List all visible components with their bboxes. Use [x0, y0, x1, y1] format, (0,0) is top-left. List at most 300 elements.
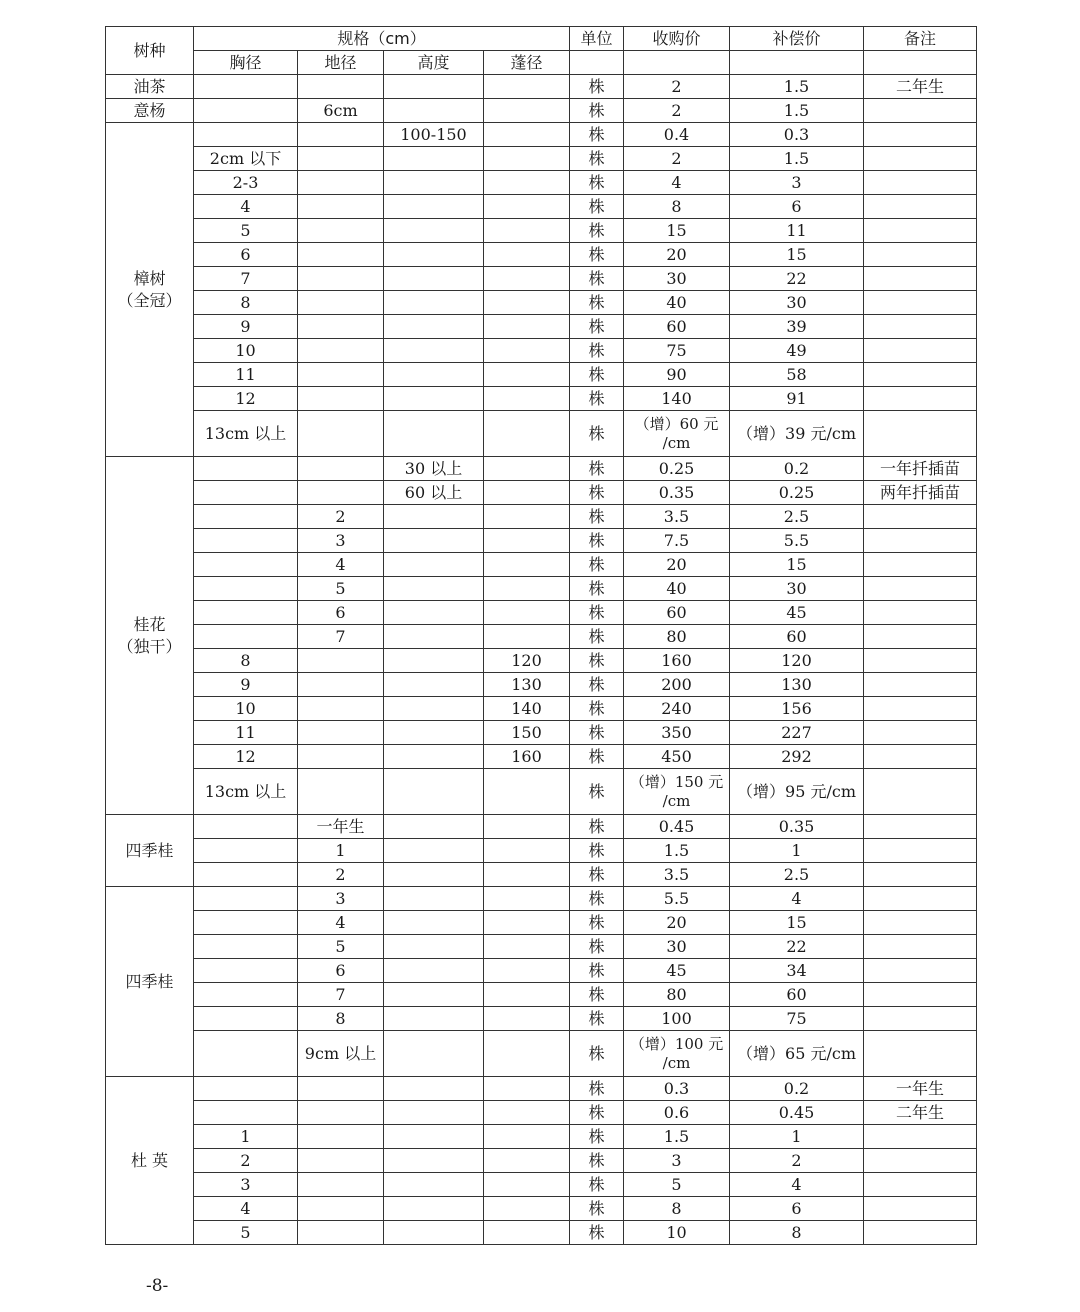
- height-cell: [384, 839, 484, 863]
- chest-diameter-cell: [194, 887, 298, 911]
- table-row: [106, 1197, 977, 1221]
- unit-cell: 株: [570, 769, 624, 815]
- table-row: [106, 411, 977, 457]
- crown-diameter-cell: [484, 1101, 570, 1125]
- chest-diameter-cell: [194, 815, 298, 839]
- height-cell: [384, 529, 484, 553]
- purchase-price-cell: 0.45: [624, 815, 730, 839]
- crown-diameter-cell: [484, 959, 570, 983]
- remark-cell: [864, 147, 977, 171]
- crown-diameter-cell: [484, 1031, 570, 1077]
- height-cell: [384, 911, 484, 935]
- chest-diameter-cell: 13cm 以上: [194, 769, 298, 815]
- table-row: [106, 697, 977, 721]
- remark-cell: [864, 625, 977, 649]
- crown-diameter-cell: [484, 983, 570, 1007]
- chest-diameter-cell: [194, 863, 298, 887]
- remark-cell: [864, 577, 977, 601]
- compensation-cell: 45: [730, 601, 864, 625]
- unit-cell: 株: [570, 577, 624, 601]
- remark-cell: 两年扦插苗: [864, 481, 977, 505]
- purchase-price-cell: 20: [624, 911, 730, 935]
- chest-diameter-cell: 13cm 以上: [194, 411, 298, 457]
- chest-diameter-cell: 4: [194, 195, 298, 219]
- crown-diameter-cell: [484, 1125, 570, 1149]
- crown-diameter-cell: [484, 815, 570, 839]
- ground-diameter-cell: 5: [298, 577, 384, 601]
- ground-diameter-cell: [298, 363, 384, 387]
- unit-cell: 株: [570, 243, 624, 267]
- compensation-cell: 227: [730, 721, 864, 745]
- ground-diameter-cell: [298, 291, 384, 315]
- unit-cell: 株: [570, 601, 624, 625]
- header-chest-diameter: 胸径: [194, 51, 298, 75]
- unit-cell: 株: [570, 697, 624, 721]
- header-unit-blank: [570, 51, 624, 75]
- table-row: [106, 315, 977, 339]
- unit-cell: 株: [570, 1221, 624, 1245]
- ground-diameter-cell: [298, 1101, 384, 1125]
- table-row: [106, 887, 977, 911]
- unit-cell: 株: [570, 387, 624, 411]
- table-body: [106, 75, 977, 1245]
- ground-diameter-cell: 2: [298, 863, 384, 887]
- height-cell: [384, 1125, 484, 1149]
- species-cell: 樟树 （全冠）: [106, 123, 194, 457]
- ground-diameter-cell: [298, 481, 384, 505]
- compensation-cell: 2: [730, 1149, 864, 1173]
- compensation-cell: 1: [730, 1125, 864, 1149]
- height-cell: [384, 387, 484, 411]
- ground-diameter-cell: 7: [298, 983, 384, 1007]
- height-cell: [384, 1173, 484, 1197]
- purchase-price-cell: 100: [624, 1007, 730, 1031]
- crown-diameter-cell: [484, 839, 570, 863]
- ground-diameter-cell: [298, 123, 384, 147]
- remark-cell: [864, 339, 977, 363]
- table-row: [106, 1221, 977, 1245]
- price-table: [105, 26, 977, 1245]
- height-cell: [384, 745, 484, 769]
- crown-diameter-cell: [484, 219, 570, 243]
- remark-cell: 一年扦插苗: [864, 457, 977, 481]
- table-row: [106, 839, 977, 863]
- remark-cell: [864, 1125, 977, 1149]
- table-row: [106, 1125, 977, 1149]
- remark-cell: [864, 601, 977, 625]
- purchase-price-cell: 80: [624, 625, 730, 649]
- crown-diameter-cell: [484, 911, 570, 935]
- species-cell: 四季桂: [106, 887, 194, 1077]
- purchase-price-cell: 80: [624, 983, 730, 1007]
- remark-cell: [864, 411, 977, 457]
- crown-diameter-cell: [484, 529, 570, 553]
- unit-cell: 株: [570, 1125, 624, 1149]
- purchase-price-cell: 2: [624, 99, 730, 123]
- table-row: [106, 673, 977, 697]
- crown-diameter-cell: [484, 363, 570, 387]
- purchase-price-cell: 350: [624, 721, 730, 745]
- height-cell: [384, 1197, 484, 1221]
- purchase-price-cell: 60: [624, 601, 730, 625]
- ground-diameter-cell: 8: [298, 1007, 384, 1031]
- table-row: [106, 625, 977, 649]
- crown-diameter-cell: 150: [484, 721, 570, 745]
- ground-diameter-cell: [298, 673, 384, 697]
- chest-diameter-cell: [194, 983, 298, 1007]
- compensation-cell: （增）95 元/cm: [730, 769, 864, 815]
- ground-diameter-cell: [298, 339, 384, 363]
- unit-cell: 株: [570, 529, 624, 553]
- ground-diameter-cell: [298, 1221, 384, 1245]
- header-unit: 单位: [570, 27, 624, 51]
- purchase-price-cell: 90: [624, 363, 730, 387]
- chest-diameter-cell: 2cm 以下: [194, 147, 298, 171]
- compensation-cell: 292: [730, 745, 864, 769]
- compensation-cell: 91: [730, 387, 864, 411]
- crown-diameter-cell: [484, 505, 570, 529]
- remark-cell: [864, 505, 977, 529]
- table-row: [106, 243, 977, 267]
- compensation-cell: 120: [730, 649, 864, 673]
- chest-diameter-cell: [194, 1101, 298, 1125]
- height-cell: [384, 411, 484, 457]
- height-cell: [384, 1031, 484, 1077]
- table-row: [106, 911, 977, 935]
- header-remark-blank: [864, 51, 977, 75]
- ground-diameter-cell: [298, 1125, 384, 1149]
- chest-diameter-cell: 4: [194, 1197, 298, 1221]
- purchase-price-cell: （增）100 元 /cm: [624, 1031, 730, 1077]
- unit-cell: 株: [570, 553, 624, 577]
- compensation-cell: 49: [730, 339, 864, 363]
- species-cell: 桂花 （独干）: [106, 457, 194, 815]
- unit-cell: 株: [570, 1007, 624, 1031]
- height-cell: [384, 219, 484, 243]
- purchase-price-cell: 30: [624, 935, 730, 959]
- remark-cell: [864, 1007, 977, 1031]
- table-row: [106, 75, 977, 99]
- crown-diameter-cell: [484, 339, 570, 363]
- ground-diameter-cell: [298, 721, 384, 745]
- purchase-price-cell: 2: [624, 147, 730, 171]
- table-row: [106, 1077, 977, 1101]
- remark-cell: [864, 1221, 977, 1245]
- table-row: [106, 601, 977, 625]
- compensation-cell: 30: [730, 577, 864, 601]
- remark-cell: 一年生: [864, 1077, 977, 1101]
- table-row: [106, 267, 977, 291]
- compensation-cell: 2.5: [730, 505, 864, 529]
- unit-cell: 株: [570, 147, 624, 171]
- table-header: [106, 27, 977, 75]
- remark-cell: [864, 887, 977, 911]
- chest-diameter-cell: [194, 553, 298, 577]
- remark-cell: [864, 99, 977, 123]
- header-spec: 规格（cm）: [194, 27, 570, 51]
- ground-diameter-cell: 4: [298, 553, 384, 577]
- unit-cell: 株: [570, 911, 624, 935]
- compensation-cell: 156: [730, 697, 864, 721]
- table-row: [106, 363, 977, 387]
- purchase-price-cell: 8: [624, 195, 730, 219]
- header-height: 高度: [384, 51, 484, 75]
- ground-diameter-cell: 9cm 以上: [298, 1031, 384, 1077]
- purchase-price-cell: 3.5: [624, 505, 730, 529]
- unit-cell: 株: [570, 315, 624, 339]
- ground-diameter-cell: [298, 219, 384, 243]
- table-row: [106, 721, 977, 745]
- chest-diameter-cell: [194, 577, 298, 601]
- compensation-cell: 0.2: [730, 457, 864, 481]
- purchase-price-cell: 1.5: [624, 839, 730, 863]
- ground-diameter-cell: [298, 411, 384, 457]
- chest-diameter-cell: [194, 1031, 298, 1077]
- header-purchase-blank: [624, 51, 730, 75]
- height-cell: [384, 769, 484, 815]
- purchase-price-cell: 8: [624, 1197, 730, 1221]
- height-cell: [384, 959, 484, 983]
- crown-diameter-cell: [484, 887, 570, 911]
- crown-diameter-cell: [484, 195, 570, 219]
- chest-diameter-cell: [194, 529, 298, 553]
- remark-cell: [864, 673, 977, 697]
- compensation-cell: 130: [730, 673, 864, 697]
- crown-diameter-cell: 160: [484, 745, 570, 769]
- species-cell: 意杨: [106, 99, 194, 123]
- crown-diameter-cell: 140: [484, 697, 570, 721]
- header-compensation: 补偿价: [730, 27, 864, 51]
- purchase-price-cell: 40: [624, 291, 730, 315]
- purchase-price-cell: 140: [624, 387, 730, 411]
- compensation-cell: 8: [730, 1221, 864, 1245]
- unit-cell: 株: [570, 363, 624, 387]
- chest-diameter-cell: 8: [194, 649, 298, 673]
- compensation-cell: 60: [730, 983, 864, 1007]
- crown-diameter-cell: [484, 123, 570, 147]
- remark-cell: 二年生: [864, 1101, 977, 1125]
- crown-diameter-cell: [484, 863, 570, 887]
- remark-cell: [864, 935, 977, 959]
- height-cell: [384, 577, 484, 601]
- height-cell: [384, 243, 484, 267]
- ground-diameter-cell: [298, 1149, 384, 1173]
- height-cell: [384, 649, 484, 673]
- unit-cell: 株: [570, 75, 624, 99]
- chest-diameter-cell: 9: [194, 673, 298, 697]
- compensation-cell: 60: [730, 625, 864, 649]
- compensation-cell: 75: [730, 1007, 864, 1031]
- compensation-cell: 58: [730, 363, 864, 387]
- purchase-price-cell: 75: [624, 339, 730, 363]
- crown-diameter-cell: [484, 457, 570, 481]
- remark-cell: [864, 553, 977, 577]
- chest-diameter-cell: 7: [194, 267, 298, 291]
- height-cell: [384, 1007, 484, 1031]
- compensation-cell: 22: [730, 935, 864, 959]
- height-cell: [384, 887, 484, 911]
- unit-cell: 株: [570, 219, 624, 243]
- chest-diameter-cell: 8: [194, 291, 298, 315]
- table-row: [106, 529, 977, 553]
- height-cell: [384, 1077, 484, 1101]
- compensation-cell: 0.25: [730, 481, 864, 505]
- purchase-price-cell: 4: [624, 171, 730, 195]
- crown-diameter-cell: [484, 1149, 570, 1173]
- remark-cell: [864, 697, 977, 721]
- height-cell: [384, 983, 484, 1007]
- ground-diameter-cell: 7: [298, 625, 384, 649]
- ground-diameter-cell: 一年生: [298, 815, 384, 839]
- table-row: [106, 1101, 977, 1125]
- ground-diameter-cell: [298, 171, 384, 195]
- compensation-cell: （增）39 元/cm: [730, 411, 864, 457]
- remark-cell: [864, 123, 977, 147]
- purchase-price-cell: 15: [624, 219, 730, 243]
- unit-cell: 株: [570, 863, 624, 887]
- crown-diameter-cell: [484, 1007, 570, 1031]
- chest-diameter-cell: 9: [194, 315, 298, 339]
- height-cell: [384, 505, 484, 529]
- compensation-cell: 2.5: [730, 863, 864, 887]
- crown-diameter-cell: [484, 387, 570, 411]
- chest-diameter-cell: [194, 1077, 298, 1101]
- height-cell: [384, 99, 484, 123]
- ground-diameter-cell: 3: [298, 529, 384, 553]
- height-cell: [384, 625, 484, 649]
- table-row: [106, 171, 977, 195]
- chest-diameter-cell: 5: [194, 219, 298, 243]
- header-compensation-blank: [730, 51, 864, 75]
- ground-diameter-cell: [298, 1197, 384, 1221]
- chest-diameter-cell: [194, 99, 298, 123]
- crown-diameter-cell: [484, 1197, 570, 1221]
- remark-cell: [864, 219, 977, 243]
- chest-diameter-cell: 10: [194, 697, 298, 721]
- ground-diameter-cell: [298, 1173, 384, 1197]
- chest-diameter-cell: [194, 911, 298, 935]
- ground-diameter-cell: [298, 769, 384, 815]
- ground-diameter-cell: [298, 457, 384, 481]
- height-cell: [384, 363, 484, 387]
- ground-diameter-cell: [298, 649, 384, 673]
- crown-diameter-cell: [484, 75, 570, 99]
- height-cell: [384, 195, 484, 219]
- table-row: [106, 219, 977, 243]
- ground-diameter-cell: 6cm: [298, 99, 384, 123]
- unit-cell: 株: [570, 1077, 624, 1101]
- chest-diameter-cell: 3: [194, 1173, 298, 1197]
- chest-diameter-cell: [194, 601, 298, 625]
- ground-diameter-cell: [298, 315, 384, 339]
- crown-diameter-cell: 130: [484, 673, 570, 697]
- table-row: [106, 983, 977, 1007]
- ground-diameter-cell: [298, 745, 384, 769]
- table-row: [106, 1173, 977, 1197]
- height-cell: [384, 1221, 484, 1245]
- crown-diameter-cell: [484, 171, 570, 195]
- crown-diameter-cell: [484, 577, 570, 601]
- table-row: [106, 387, 977, 411]
- remark-cell: [864, 363, 977, 387]
- crown-diameter-cell: [484, 267, 570, 291]
- compensation-cell: 39: [730, 315, 864, 339]
- unit-cell: 株: [570, 815, 624, 839]
- remark-cell: [864, 315, 977, 339]
- ground-diameter-cell: 4: [298, 911, 384, 935]
- compensation-cell: 1.5: [730, 99, 864, 123]
- chest-diameter-cell: [194, 625, 298, 649]
- chest-diameter-cell: [194, 1007, 298, 1031]
- table-row: [106, 457, 977, 481]
- remark-cell: [864, 171, 977, 195]
- purchase-price-cell: 1.5: [624, 1125, 730, 1149]
- remark-cell: [864, 983, 977, 1007]
- crown-diameter-cell: [484, 601, 570, 625]
- purchase-price-cell: 0.3: [624, 1077, 730, 1101]
- unit-cell: 株: [570, 457, 624, 481]
- unit-cell: 株: [570, 959, 624, 983]
- unit-cell: 株: [570, 887, 624, 911]
- chest-diameter-cell: [194, 123, 298, 147]
- remark-cell: [864, 291, 977, 315]
- height-cell: [384, 697, 484, 721]
- crown-diameter-cell: [484, 291, 570, 315]
- purchase-price-cell: 2: [624, 75, 730, 99]
- remark-cell: [864, 769, 977, 815]
- remark-cell: [864, 1173, 977, 1197]
- crown-diameter-cell: [484, 411, 570, 457]
- remark-cell: [864, 243, 977, 267]
- remark-cell: [864, 721, 977, 745]
- purchase-price-cell: 7.5: [624, 529, 730, 553]
- height-cell: 60 以上: [384, 481, 484, 505]
- unit-cell: 株: [570, 171, 624, 195]
- purchase-price-cell: 0.25: [624, 457, 730, 481]
- species-cell: 杜 英: [106, 1077, 194, 1245]
- compensation-cell: 4: [730, 887, 864, 911]
- compensation-cell: 30: [730, 291, 864, 315]
- chest-diameter-cell: [194, 481, 298, 505]
- table-row: [106, 1149, 977, 1173]
- purchase-price-cell: 450: [624, 745, 730, 769]
- table-row: [106, 769, 977, 815]
- unit-cell: 株: [570, 267, 624, 291]
- unit-cell: 株: [570, 839, 624, 863]
- unit-cell: 株: [570, 983, 624, 1007]
- remark-cell: 二年生: [864, 75, 977, 99]
- purchase-price-cell: 240: [624, 697, 730, 721]
- remark-cell: [864, 195, 977, 219]
- unit-cell: 株: [570, 1101, 624, 1125]
- chest-diameter-cell: 10: [194, 339, 298, 363]
- chest-diameter-cell: 6: [194, 243, 298, 267]
- purchase-price-cell: 5: [624, 1173, 730, 1197]
- purchase-price-cell: 160: [624, 649, 730, 673]
- table-row: [106, 935, 977, 959]
- purchase-price-cell: 5.5: [624, 887, 730, 911]
- height-cell: [384, 291, 484, 315]
- height-cell: [384, 601, 484, 625]
- remark-cell: [864, 745, 977, 769]
- compensation-cell: 15: [730, 911, 864, 935]
- unit-cell: 株: [570, 935, 624, 959]
- height-cell: [384, 339, 484, 363]
- unit-cell: 株: [570, 505, 624, 529]
- remark-cell: [864, 1197, 977, 1221]
- chest-diameter-cell: [194, 839, 298, 863]
- header-remark: 备注: [864, 27, 977, 51]
